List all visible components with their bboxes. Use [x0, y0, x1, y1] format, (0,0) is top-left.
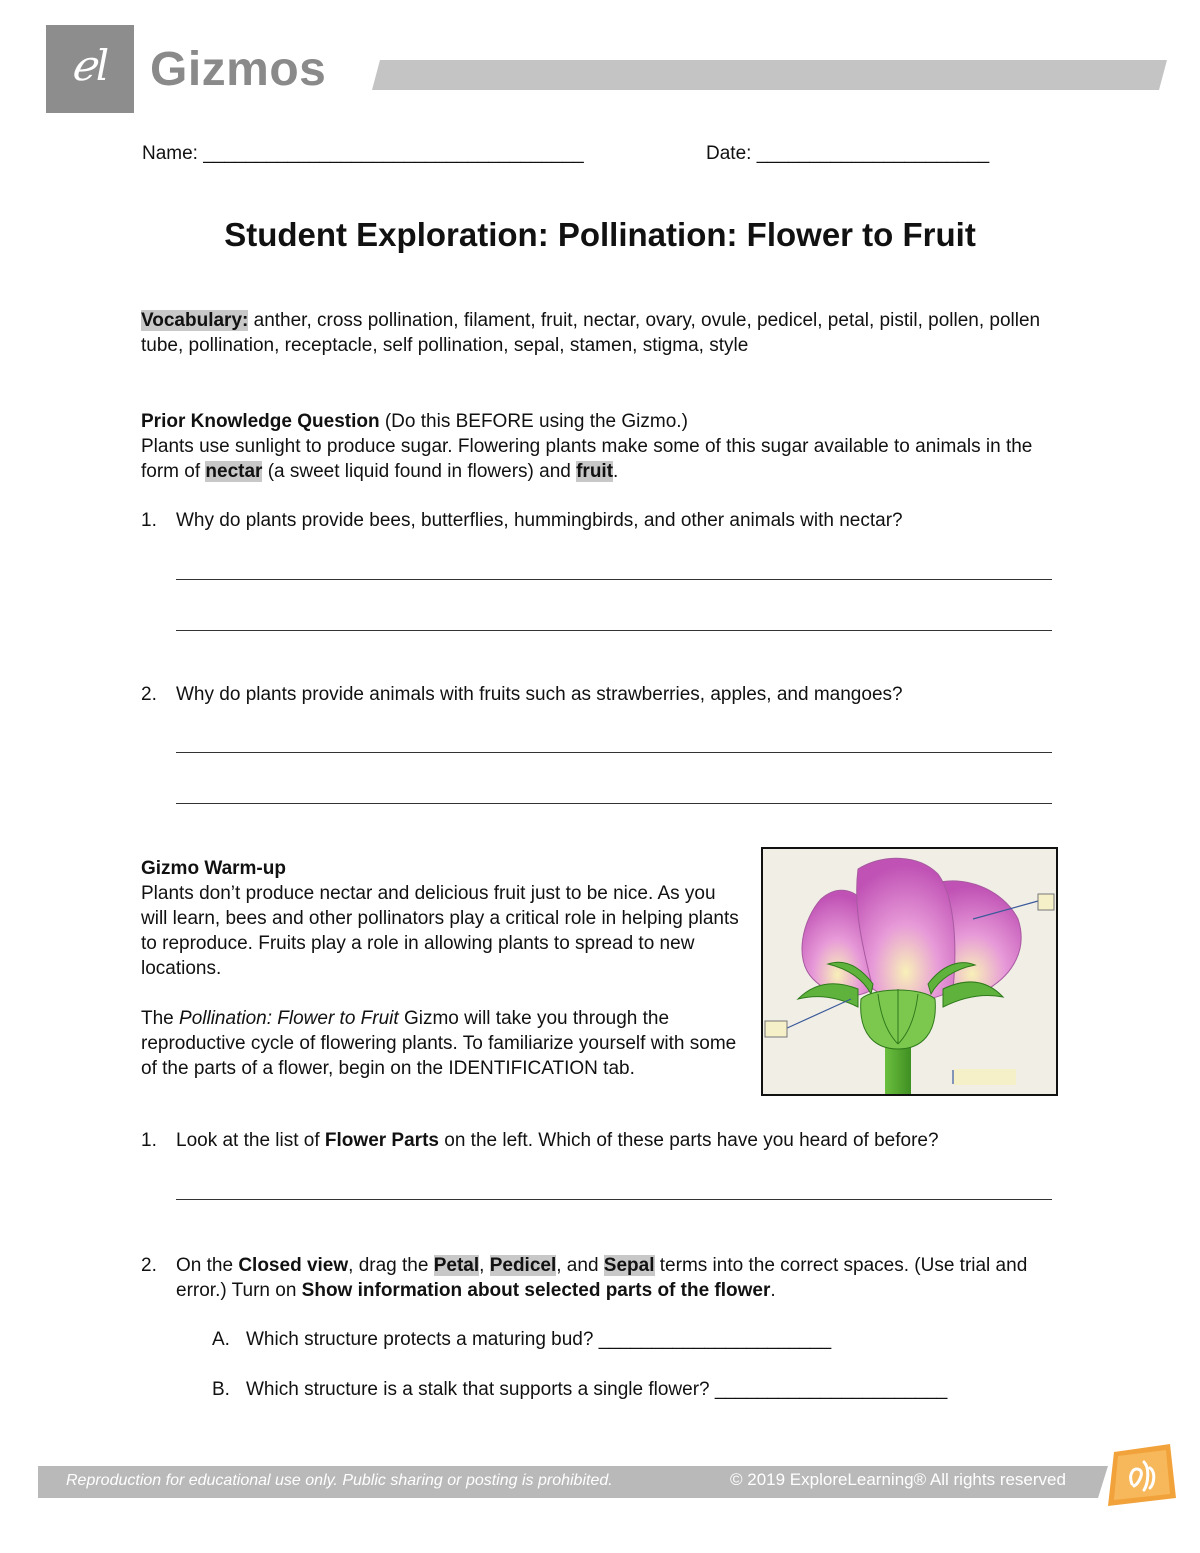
warmup-question-2 [0, 1253, 1200, 1305]
prior-question-1 [0, 508, 1200, 534]
brand-name: Gizmos [150, 43, 327, 96]
question-number: 1. [141, 1130, 157, 1151]
term-nectar: nectar [205, 461, 263, 482]
prior-note: (Do this BEFORE using the Gizmo.) [379, 411, 688, 432]
sub-text: Which structure is a stalk that supports a single flower? ______________________ [246, 1379, 948, 1400]
prior-knowledge-section [141, 409, 1061, 484]
prior-heading: Prior Knowledge Question [141, 411, 380, 432]
q2-f: . [770, 1280, 776, 1301]
q2-b: , drag the [348, 1255, 434, 1276]
prior-intro-c: . [613, 461, 619, 482]
date-label: Date: [706, 143, 752, 164]
q2-e: terms into the correct spaces. (Use trial and error.) Turn on [176, 1255, 1028, 1301]
q2-a: On the [176, 1255, 239, 1276]
vocabulary-section [141, 308, 1061, 358]
date-blank: ______________________ [756, 143, 990, 164]
sub-question-a [212, 1327, 1112, 1352]
prior-intro-b: (a sweet liquid found in flowers) and [262, 461, 577, 482]
show-info-term: Show information about selected parts of the flower [301, 1280, 771, 1301]
warmup-question-1 [0, 1128, 1200, 1154]
footer-notice: Reproduction for educational use only. Public sharing or posting is prohibited. [66, 1472, 613, 1489]
petal-term: Petal [433, 1255, 480, 1276]
warmup-section [141, 856, 741, 1081]
vocabulary-label: Vocabulary: [141, 310, 249, 331]
date-field[interactable] [706, 143, 989, 165]
label-box [954, 1069, 1016, 1085]
name-label: Name: [142, 143, 198, 164]
closed-view-term: Closed view [238, 1255, 349, 1276]
question-text: Why do plants provide animals with fruits such as strawberries, apples, and mangoes? [176, 684, 903, 705]
answer-line[interactable] [176, 1199, 1052, 1200]
term-fruit: fruit [576, 461, 614, 482]
explorelearning-logo [46, 25, 134, 113]
answer-line[interactable] [176, 752, 1052, 753]
label-box [765, 1021, 787, 1037]
vocabulary-terms: anther, cross pollination, filament, fruit, nectar, ovary, ovule, pedicel, petal, pistil, pollen, pollen tube, pollination, receptacle, self pollination, sepal, stamen, stigma, style [141, 310, 1041, 356]
name-blank: ____________________________________ [203, 143, 584, 164]
warmup-paragraph-2 [141, 1006, 741, 1081]
flower-diagram [761, 847, 1058, 1096]
header-bar [372, 60, 1167, 90]
sub-question-b [212, 1377, 1112, 1402]
answer-line[interactable] [176, 579, 1052, 580]
warmup-heading: Gizmo Warm-up [141, 858, 286, 879]
p2-a: The [141, 1008, 180, 1029]
q1-b: on the left. Which of these parts have you heard of before? [438, 1130, 939, 1151]
answer-line[interactable] [176, 803, 1052, 804]
explorelearning-footer-logo [1104, 1444, 1176, 1506]
logo-mark: ℯl [70, 41, 110, 90]
question-number: 2. [141, 1255, 157, 1276]
pedicel-term: Pedicel [489, 1255, 557, 1276]
question-number: 1. [141, 510, 157, 531]
gizmo-name: Pollination: Flower to Fruit [179, 1008, 399, 1029]
answer-line[interactable] [176, 630, 1052, 631]
name-field[interactable] [142, 143, 584, 165]
footer-copyright: © 2019 ExploreLearning® All rights reserved [730, 1470, 1066, 1489]
label-box [1038, 894, 1054, 910]
warmup-paragraph-1: Plants don’t produce nectar and delicious fruit just to be nice. As you will learn, bees and other pollinators play a critical role in helping plants to reproduce. Fruits play a role in allowing plants to spread to new locations. [141, 883, 739, 979]
flower-parts-term: Flower Parts [324, 1130, 439, 1151]
question-text: Why do plants provide bees, butterflies, hummingbirds, and other animals with nectar? [176, 510, 903, 531]
q2-d: , and [556, 1255, 604, 1276]
q1-a: Look at the list of [176, 1130, 325, 1151]
p2-b: Gizmo will take you through the reproductive cycle of flowering plants. To familiarize yourself with some of the parts of a flower, begin on the IDENTIFICATION tab. [141, 1008, 737, 1079]
sepal-term: Sepal [603, 1255, 655, 1276]
sub-letter: B. [212, 1379, 230, 1400]
sub-text: Which structure protects a maturing bud? ______________________ [246, 1329, 832, 1350]
page-title: Student Exploration: Pollination: Flower to Fruit [224, 216, 976, 253]
question-number: 2. [141, 684, 157, 705]
q2-c: , [479, 1255, 490, 1276]
prior-question-2 [0, 682, 1200, 708]
sub-letter: A. [212, 1329, 230, 1350]
prior-intro-a: Plants use sunlight to produce sugar. Flowering plants make some of this sugar available to animals in the form of [141, 436, 1033, 482]
